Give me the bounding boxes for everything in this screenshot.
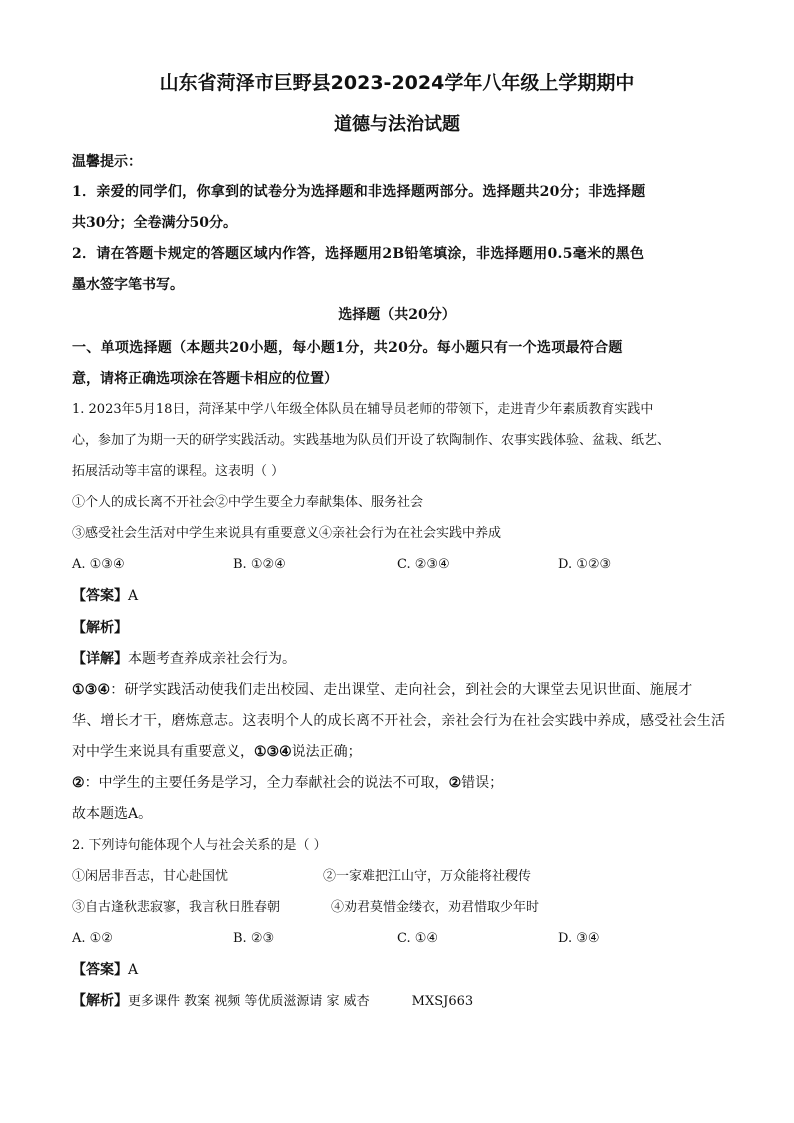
- section-intro-2: 意，请将正确选项涂在答题卡相应的位置）: [72, 371, 338, 387]
- q1-option-a: A. ①③④: [72, 557, 125, 572]
- q2-option-a: A. ①②: [72, 931, 113, 946]
- q2-analysis-line: [72, 991, 473, 1012]
- q1-stem-line-3: 拓展活动等丰富的课程。这表明（ ）: [72, 464, 285, 479]
- exam-subtitle: 道德与法治试题: [334, 114, 460, 135]
- q1-statement-1: ①个人的成长离不开社会②中学生要全力奉献集体、服务社会: [72, 495, 424, 510]
- explanation-text: 错误；: [461, 775, 504, 791]
- answer-tag: 【答案】: [72, 588, 128, 604]
- footer-code: MXSJ663: [411, 994, 474, 1009]
- q1-explanation-2: 华、增长才干，磨炼意志。这表明个人的成长离不开社会，亲社会行为在社会实践中养成，感受社会生活: [72, 713, 726, 729]
- q1-option-c: C. ②③④: [397, 557, 450, 572]
- answer-tag: 【答案】: [72, 962, 128, 978]
- q1-statement-2: ③感受社会生活对中学生来说具有重要意义④亲社会行为在社会实践中养成: [72, 526, 502, 541]
- notice-line-1: 1．亲爱的同学们，你拿到的试卷分为选择题和非选择题两部分。选择题共20分；非选择题: [72, 184, 646, 200]
- q2-stem: 2. 下列诗句能体现个人与社会关系的是（ ）: [72, 838, 327, 853]
- q1-stem-line-1: 1. 2023年5月18日，菏泽某中学八年级全体队员在辅导员老师的带领下，走进青少年素质教育实践中: [72, 402, 654, 417]
- q1-answer: A: [128, 588, 139, 604]
- explanation-text: 说法正确；: [291, 744, 362, 760]
- explanation-mark: ②: [448, 775, 462, 791]
- q1-detail: 本题考查养成亲社会行为。: [128, 651, 296, 667]
- explanation-mark: ①③④: [254, 744, 292, 760]
- q2-answer-line: [72, 960, 138, 980]
- q2-statement-4: ④劝君莫惜金缕衣，劝君惜取少年时: [331, 900, 540, 915]
- q1-explanation-4: [72, 773, 503, 793]
- q2-statement-1: ①闲居非吾志，甘心赴国忧: [72, 869, 229, 884]
- q1-stem-line-2: 心，参加了为期一天的研学实践活动。实践基地为队员们开设了软陶制作、农事实践体验、盆栽、纸艺、: [72, 433, 671, 448]
- explanation-mark: ②: [72, 775, 85, 791]
- analysis-tag: 【解析】: [72, 620, 128, 636]
- explanation-text: ：中学生的主要任务是学习，全力奉献社会的说法不可取，: [84, 775, 449, 791]
- q2-option-c: C. ①④: [397, 931, 439, 946]
- q1-option-b: B. ①②④: [233, 557, 286, 572]
- q2-statement-3: ③自古逢秋悲寂寥，我言秋日胜春朝: [72, 900, 281, 915]
- section-heading: 选择题（共20分）: [338, 307, 456, 323]
- q1-answer-line: [72, 586, 138, 606]
- footer-promo-text: 更多课件 教案 视频 等优质滋源请 家 威杏: [128, 994, 370, 1009]
- notice-line-2: 共30分；全卷满分50分。: [72, 215, 237, 231]
- explanation-mark: ①③④: [72, 682, 111, 698]
- explanation-text: ：研学实践活动使我们走出校园、走出课堂、走向社会，到社会的大课堂去见识世面、施展才: [110, 682, 693, 698]
- q2-answer: A: [128, 962, 139, 978]
- q1-explanation-1: [72, 680, 692, 700]
- explanation-text: 对中学生来说具有重要意义，: [72, 744, 254, 760]
- notice-line-4: 墨水签字笔书写。: [72, 277, 184, 293]
- q1-explanation-3: [72, 742, 362, 762]
- notice-line-3: 2．请在答题卡规定的答题区域内作答，选择题用2B铅笔填涂，非选择题用0.5毫米的黑色: [72, 246, 645, 262]
- detail-tag: 【详解】: [72, 651, 128, 667]
- exam-title: 山东省菏泽市巨野县2023-2024学年八年级上学期期中: [159, 72, 635, 94]
- q1-option-d: D. ①②③: [558, 557, 612, 572]
- q2-option-d: D. ③④: [558, 931, 600, 946]
- analysis-tag: 【解析】: [72, 993, 128, 1009]
- q1-analysis-line: [72, 618, 128, 638]
- notice-label: 温馨提示：: [72, 154, 142, 170]
- q2-option-b: B. ②③: [233, 931, 275, 946]
- section-intro-1: 一、单项选择题（本题共20小题，每小题1分，共20分。每小题只有一个选项最符合题: [72, 340, 623, 356]
- q1-detail-line: [72, 649, 296, 669]
- q2-statement-2: ②一家难把江山守，万众能将社稷传: [323, 869, 532, 884]
- q1-conclusion: 故本题选A。: [72, 806, 153, 822]
